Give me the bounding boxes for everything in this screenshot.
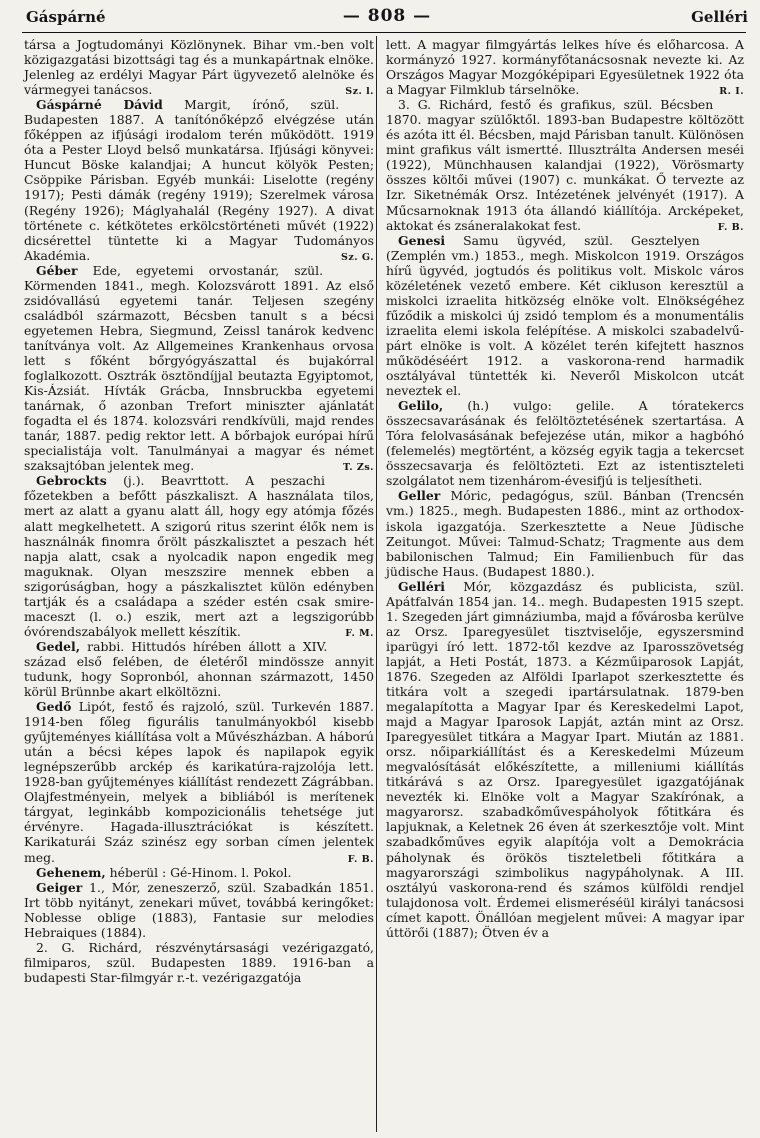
entry-headword: Gelilo, — [398, 398, 444, 414]
entry — [24, 97, 374, 263]
entry-headword: Gebrockts — [36, 473, 107, 489]
entry — [386, 398, 744, 488]
header-left-guideword: Gáspárné — [26, 8, 106, 26]
entry-text: társa a Jogtudományi Közlönynek. Bihar vm.-ben volt közigazgatási bizottsági tag és a munkapártnak elnöke. Jelenleg az erdélyi Magyar Párt ügyvezető alelnöke és vármegyei tanácsos. — [24, 37, 374, 98]
entry-headword: Gáspárné Dávid — [36, 97, 163, 113]
author-signature: T. Zs. — [342, 462, 374, 474]
entry — [24, 37, 374, 97]
entry — [386, 97, 744, 232]
entry — [386, 233, 744, 399]
entry-body: Móric, pedagógus, szül. Bánban (Trencsén vm.) 1825., megh. Budapesten 1886., mint az orthodox-iskola igazgatója. Szerkesztette a Neue Jüdische Zeitungot. Művei: Talmud-Schatz; Tragmente aus dem babilonischen Talmud; Ein Familienbuch für das jüdische Haus. (Budapest 1880.). — [386, 488, 744, 579]
entry-body: Mór, közgazdász és publicista, szül. Apátfalván 1854 jan. 14.. megh. Budapesten 1915 szept. 1. Szegeden járt gimnáziumba, majd a fővárosba kerülve az Orsz. Iparegyesület tisztviselője, egyszersmind iparügyi író lett. 1872-től kezdve az Iparosszövetség lapját, a Heti Postát, 1873. a Kézműiparosok Lapját, 1876. Szegeden az Alföldi Iparlapot szerkesztette és titkára volt a szegedi ipartársulatnak. 1879-ben megalapította a Magyar Ipar és Kereskedelmi Lapot, majd a Magyar Iparosok Lapját, aztán mint az Orsz. Iparegyesület titkára a Magyar Ipart. Miután az 1881. orsz. nőiparkiállítást és a Kereskedelmi Múzeum megvalósítását előkészítette, a milleniumi kiállítás titkárává s az Orsz. Iparegyesület igazgatójának nevezték ki. Elnöke volt a Magyar Szakírónak, a magyarorsz. szabadkőművespáholyok főtitkára és lapjuknak, a Keletnek 26 éven át szerkesztője volt. Mint szabadkőműves egyik alapítója volt a Demokrácia páholynak és örökös tiszteletbeli főtitkára a magyarországi szimbolikus nagypáholynak. A III. osztályú vaskorona-rend és számos külföldi rendjel tulajdonosa volt. Érdemei elismeréséül királyi tanácsosi címet kapott. Önállóan megjelent művei: A magyar ipar úttörői (1887); Ötven év a — [386, 578, 744, 940]
entry-headword: Geiger — [36, 879, 83, 895]
entry-headword: Gelléri — [398, 578, 445, 594]
entry-headword: Gedel, — [36, 638, 81, 654]
entry — [386, 37, 744, 97]
entry — [24, 880, 374, 940]
entry-headword: Gehenem, — [36, 864, 106, 880]
author-signature: Sz. l. — [345, 86, 374, 98]
entry-text: lett. A magyar filmgyártás lelkes híve és előharcosa. A kormányzó 1927. kormányfőtanácsosnak nevezte ki. Az Országos Magyar Mozgóképipari Egyesületnek 1922 óta a Magyar Filmklub társelnöke. — [386, 37, 744, 98]
entry-body: (j.). Beavrttott. A peszachi főzetekben a befőtt pászkaliszt. A használata tilos, mert az alatt a gyanu alatt áll, hogy egy atómja főzés alatt megkelhetett. A szigorú ritus szerint élők nem is használnák finomra őrölt pászkalisztet a peszach hét napja alatt, csak a nyolcadik napon engedik meg maguknak. Olyan meszszire mennek ebben a szigorúságban, hogy a pászkalisztet külön edényben tartják és a családapa a széder estén csak smire-maceszt (l. o.) eszik, mert azt a legszigorúbb óvórendszabályok mellett készítik. — [24, 473, 374, 639]
entry-headword: Genesi — [398, 232, 446, 248]
entry-body: héberül : Gé-Hinom. l. Pokol. — [105, 864, 292, 880]
author-signature: F. B. — [717, 221, 744, 233]
entry-headword: Gedő — [36, 699, 72, 715]
entry — [24, 865, 374, 880]
entry-body: (h.) vulgo: gelile. A tóratekercs összecsavarásának és felöltöztetésének szertartása. A Tóra felolvasásának befejezése után, mikor a hagbóhó (felemelés) megtörtént, a község egyik tagja a tekercset összecsavarja és felöltözteti. Ezt az istentiszteleti szolgálatot nem tizenhárom-évesifjú is teljesítheti. — [386, 398, 744, 489]
entry — [24, 699, 374, 865]
entry-body: 3. G. Richárd, festő és grafikus, szül. Bécsben 1870. magyar szülőktől. 1893-ban Budapestre költözött és azóta itt él. Bécsben, majd Párisban tanult. Különösen mint grafikus vált ismertté. Illusztrálta Andersen meséi (1922), Münchhausen kalandjai (1922), Vörösmarty összes költői művei (1907) c. munkákat. Ő tervezte az Izr. Siketnémák Orsz. Intézetének jelvényét (1917). A Műcsarnoknak 1913 óta állandó kiállítója. Arcképeket, aktokat és zsáneralakokat fest. — [386, 97, 744, 233]
right-column — [386, 37, 744, 940]
page-number: — 808 — — [342, 6, 432, 26]
author-signature: F. M. — [345, 627, 374, 639]
entry-headword: Geller — [398, 488, 441, 504]
entry-body: Samu ügyvéd, szül. Gesztelyen (Zemplén vm.) 1853., megh. Miskolcon 1919. Országos hírű ügyvéd, jogtudós és politikus volt. Miskolc város közéletének vezető embere. Két cikluson keresztül a miskolci izraelita hitközség elnöke volt. Elnökségéhez fűződik a miskolci új zsidó templom és a monumentális izraelita elemi iskola felépítése. A miskolci szabadelvű-párt elnöke is volt. A közélet terén kifejtett hasznos működéséért 1912. a vaskorona-rend harmadik osztályával tüntették ki. Neveről Miskolcon utcát neveztek el. — [386, 232, 744, 399]
header-rule — [22, 32, 746, 33]
entry — [24, 473, 374, 639]
author-signature: Sz. G. — [341, 251, 374, 263]
page-header — [26, 6, 748, 28]
entry-headword: Géber — [36, 262, 78, 278]
entry-body: 2. G. Richárd, részvénytársasági vezérigazgató, filmiparos, szül. Budapesten 1889. 1916-ban a budapesti Star-filmgyár r.-t. vezérigazgatója — [24, 939, 374, 985]
entry-body: rabbi. Hittudós hírében állott a XIV. század első felében, de életéről mindössze annyit tudunk, hogy Sopronból, ahonnan származott, 1450 körül Brünnbe akart elköltözni. — [24, 638, 374, 700]
entry — [386, 488, 744, 578]
left-column — [24, 37, 374, 985]
column-divider — [376, 36, 377, 1132]
author-signature: F. B. — [347, 853, 374, 865]
entry — [24, 263, 374, 474]
entry — [386, 579, 744, 940]
entry-body: Lipót, festő és rajzoló, szül. Turkevén 1887. 1914-ben főleg figurális tanulmányokból kisebb gyűjteményes kiállítása volt a Művészházban. A háború után a bécsi képes lapok és napilapok egyik legnépszerűbb arckép és karikatúra-rajzolója lett. 1928-ban gyűjteményes kiállítást rendezett Zágrábban. Olajfestményein, melyek a bibliából is merítenek tárgyat, leginkább kompozicionális tehetsége jut érvényre. Hagada-illusztrációkat is készített. Karikaturái Száz szinész egy sorban címen jelentek meg. — [24, 699, 374, 865]
entry-body: Ede, egyetemi orvostanár, szül. Körmenden 1841., megh. Kolozsvárott 1891. Az első zsidóvallású egyetemi tanár. Teljesen szegény családból származott, Bécsben tanult s a bécsi egyetemen Hebra, Siegmund, Zeissl tanárok kedvenc tanítványa volt. Az Allgemeines Krankenhaus orvosa lett s főként bőrgyógyászattal és bujakórral foglalkozott. Osztrák ösztöndíjjal beutazta Egyiptomot, Kis-Ázsiát. Hívták Grácba, Innsbruckba egyetemi tanárnak, ő azonban Trefort miniszter ajánlatát fogadta el és 1874. kolozsvári rendkívüli, majd rendes tanár, 1887. pedig rektor lett. A bőrbajok európai hírű specialistája volt. Tanulmányai a magyar és német szaksajtóban jelentek meg. — [24, 262, 374, 474]
entry — [24, 639, 374, 699]
header-right-guideword: Gelléri — [691, 8, 748, 26]
entry-body: 1., Mór, zeneszerző, szül. Szabadkán 1851. Irt több nyitányt, zenekari művet, továbbá keringőket: Noblesse oblige (1883), Fantasie sur melodies Hebraiques (1884). — [24, 879, 374, 940]
entry-body: Margit, írónő, szül. Budapesten 1887. A tanítónőképző elvégzése után főképpen az ifjúsági irodalom terén működött. 1919 óta a Pester Lloyd belső munkatársa. Ifjúsági könyvei: Huncut Böske kalandjai; A huncut kölyök Pesten; Csöppike Párisban. Egyéb munkái: Liselotte (regény 1917); Pesti dámák (regény 1919); Szerelmek városa (Regény 1926); Máglyahalál (Regény 1927). A divat története c. kétkötetes erkölcstörténeti művét (1922) dicsérettel tüntette ki a Magyar Tudományos Akadémia. — [24, 97, 374, 263]
author-signature: R. I. — [719, 86, 744, 98]
entry — [24, 940, 374, 985]
